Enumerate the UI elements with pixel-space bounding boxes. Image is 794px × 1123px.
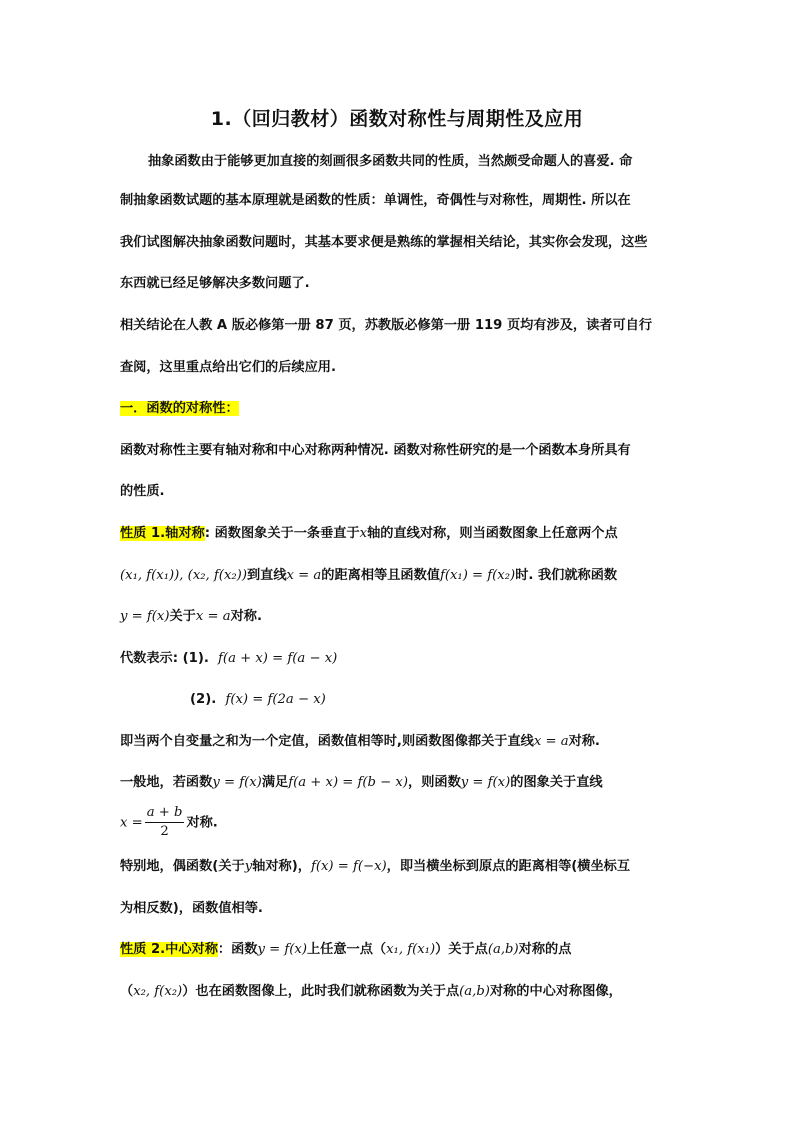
special-line-1	[120, 857, 630, 877]
math-eq: y = f(x)	[460, 775, 511, 790]
algebraic-form-1	[120, 649, 337, 669]
text: ，则函数	[408, 775, 461, 790]
math-eq: f(x) = f(−x)	[310, 859, 387, 874]
algebraic-form-2	[190, 690, 326, 710]
text: 上任意一点（	[306, 942, 387, 957]
property-1-label: 性质 1.轴对称	[120, 526, 205, 541]
intro-line-4: 东西就已经足够解决多数问题了.	[120, 276, 310, 291]
text: 一般地，若函数	[120, 775, 213, 790]
intro-line-5: 相关结论在人教 A 版必修第一册 87 页，苏教版必修第一册 119 页均有涉及，读者可自行	[120, 318, 653, 333]
text: ）也在函数图像上，此时我们就称函数为关于点	[182, 984, 460, 999]
math-point: (a,b)	[459, 984, 490, 999]
text: 满足	[261, 775, 289, 790]
property-1-line-3	[120, 607, 262, 627]
math-eq: y = f(x)	[212, 775, 262, 790]
text: 轴对称)，	[252, 859, 311, 874]
text: 时. 我们就称函数	[515, 568, 618, 583]
math-point: x₁, f(x₁)	[386, 942, 436, 957]
text: 轴的直线对称，则当函数图象上任意两个点	[367, 526, 618, 541]
text: 对称的中心对称图像，	[489, 984, 622, 999]
general-line-2	[120, 804, 218, 841]
text: ：函数	[217, 942, 258, 957]
note-line	[120, 732, 600, 752]
math-eq: f(x₁) = f(x₂)	[439, 568, 516, 583]
text: : 函数图象关于一条垂直于	[204, 526, 360, 541]
intro-line-6: 查阅，这里重点给出它们的后续应用.	[120, 360, 337, 375]
math-eq: x = a	[286, 568, 322, 583]
intro-line-2: 制抽象函数试题的基本原理就是函数的性质：单调性，奇偶性与对称性，周期性. 所以在	[120, 193, 631, 208]
math-eq: x = a	[195, 609, 231, 624]
text: 对称的点	[518, 942, 572, 957]
text: 即当两个自变量之和为一个定值，函数值相等时,则函数图像都关于直线	[120, 734, 534, 749]
math-eq: x = a	[533, 734, 569, 749]
section-paragraph-line-2: 的性质.	[120, 484, 165, 499]
math-eq: f(x) = f(2a − x)	[225, 692, 326, 707]
text: 的距离相等且函数值	[321, 568, 440, 583]
property-2-label: 性质 2.中心对称	[120, 942, 218, 957]
math-var: y	[244, 859, 253, 874]
text: 对称.	[186, 815, 218, 831]
special-line-2: 为相反数)，函数值相等.	[120, 901, 263, 916]
text: (2).	[190, 692, 217, 707]
intro-line-3: 我们试图解决抽象函数问题时，其基本要求便是熟练的掌握相关结论，其实你会发现，这些	[120, 235, 648, 250]
fraction	[145, 804, 185, 841]
fraction-denominator: 2	[160, 824, 169, 839]
text: 关于	[169, 609, 196, 624]
math-point: x₂, f(x₂)	[133, 984, 183, 999]
text: 的图象关于直线	[510, 775, 603, 790]
general-line-1	[120, 773, 603, 793]
text: 对称.	[230, 609, 262, 624]
section-heading-text: 一．函数的对称性：	[120, 401, 239, 416]
text: ）关于点	[435, 942, 488, 957]
text: ，即当横坐标到原点的距离相等(横坐标互	[386, 859, 631, 874]
math-point: (a,b)	[487, 942, 519, 957]
text: 到直线	[246, 568, 287, 583]
property-1-line-1	[120, 524, 618, 544]
intro-line-1: 抽象函数由于能够更加直接的刻画很多函数共同的性质，当然颇受命题人的喜爱. 命	[148, 154, 633, 169]
math-var: x	[359, 526, 368, 541]
property-2-line-2	[120, 982, 622, 1002]
fraction-numerator: a + b	[145, 804, 185, 823]
text: 特别地，偶函数(关于	[120, 859, 245, 874]
text: 代数表示: (1).	[120, 651, 209, 666]
section-paragraph-line-1: 函数对称性主要有轴对称和中心对称两种情况. 函数对称性研究的是一个函数本身所具有	[120, 443, 631, 458]
math-points: (x₁, f(x₁)), (x₂, f(x₂))	[120, 568, 247, 583]
math-eq: y = f(x)	[120, 609, 170, 624]
property-1-line-2	[120, 566, 617, 586]
math-eq: f(a + x) = f(b − x)	[288, 775, 409, 790]
section-heading	[120, 399, 239, 419]
text: 对称.	[568, 734, 600, 749]
property-2-line-1	[120, 940, 571, 960]
math-eq: f(a + x) = f(a − x)	[218, 651, 338, 666]
math-eq: x =	[120, 815, 143, 831]
math-eq: y = f(x)	[257, 942, 307, 957]
text: （	[120, 984, 134, 999]
page-title: 1.（回归教材）函数对称性与周期性及应用	[210, 108, 584, 130]
